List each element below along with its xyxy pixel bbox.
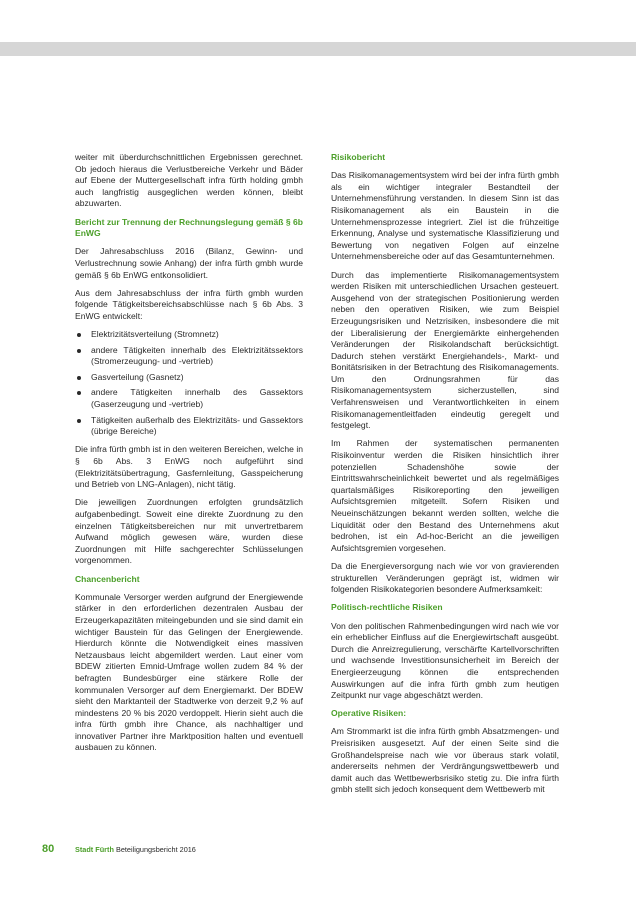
left-column	[75, 152, 303, 761]
list-item-text: Elektrizitätsverteilung (Stromnetz)	[91, 329, 219, 340]
footer-source	[75, 845, 196, 854]
list-item	[75, 372, 303, 384]
section-heading-risiko: Risikobericht	[331, 152, 386, 162]
bullet-icon	[77, 391, 81, 395]
right-column	[331, 152, 559, 803]
paragraph: weiter mit überdurchschnittlichen Ergebnissen gerechnet. Ob jedoch hieraus die Verlustbereiche Verkehr und Bäder auf Ebene der Muttergesellschaft infra fürth holding gmbh auch langfristig ausgeglichen werden können, bleibt abzuwarten.	[75, 152, 303, 209]
list-item	[75, 329, 303, 341]
list-item	[75, 415, 303, 438]
paragraph: Am Strommarkt ist die infra fürth gmbh Absatzmengen- und Preisrisiken ausgesetzt. Auf der einen Seite sind die Großhandelspreise nach wie vor überaus stark volatil, andererseits nehmen der Verdrängungswettbewerb und damit auch das Wettbewerbsrisiko stetig zu. Die infra fürth gmbh stellt sich jedoch konsequent dem Wettbewerb mit	[331, 726, 559, 795]
section-heading-operativ: Operative Risiken:	[331, 708, 407, 719]
section-heading-trennung: Bericht zur Trennung der Rechnungslegung gemäß § 6b EnWG	[75, 216, 303, 239]
paragraph: Kommunale Versorger werden aufgrund der Energiewende stärker in den erforderlichen dezentralen Ausbau der Erzeugerkapazitäten miteingebunden und sie sind damit ein wichtiger Baustein für das Gelingen der Energiewende. Hierdurch könnte die Notwendigkeit eines massiven Netzausbaus leicht abgemildert werden. Laut einer vom BDEW zitierten Emnid-Umfrage wollen zudem 84 % der befragten Bundesbürger eine stärkere Rolle der kommunalen Versorger auf dem Energiemarkt. Der BDEW sieht den Marktanteil der Stadtwerke von derzeit 9,2 % auf mindestens 20 % bis 2020 verdoppelt. Hierin sieht auch die infra fürth gmbh ihre Chance, als nachhaltiger und innovativer Partner ihre Marktposition halten und eventuell ausbauen zu können.	[75, 591, 303, 753]
section-heading-politisch: Politisch-rechtliche Risiken	[331, 602, 443, 613]
list-item-text: Tätigkeiten außerhalb des Elektrizitäts- und Gassektors (übrige Bereiche)	[91, 414, 303, 437]
paragraph: Da die Energieversorgung nach wie vor von gravierenden strukturellen Veränderungen geprägt ist, widmen wir folgenden Risikokategorien besondere Aufmerksamkeit:	[331, 560, 559, 595]
paragraph: Im Rahmen der systematischen permanenten Risikoinventur werden die Risiken hinsichtlich ihrer potenziellen Schadenshöhe sowie der Eintrittswahrscheinlichkeit bewertet und als regelmäßiges quartalsmäßiges Risikoreporting den jeweiligen Aufsichtsgremien mitgeteilt. Sofern Risiken und Neueinschätzungen bekannt werden sollten, welche die Liquidität oder den Bestand des Unternehmens akut bedrohen, ist ein Ad-hoc-Bericht an die jeweiligen Aufsichtsgremien vorgesehen.	[331, 438, 559, 553]
paragraph: Der Jahresabschluss 2016 (Bilanz, Gewinn- und Verlustrechnung sowie Anhang) der infra fürth gmbh wurde gemäß § 6b EnWG entkonsolidiert.	[75, 246, 303, 280]
page-number: 80	[42, 843, 55, 855]
paragraph: Von den politischen Rahmenbedingungen wird nach wie vor ein erheblicher Einfluss auf die Energiewirtschaft ausgeübt. Durch die Anreizregulierung, verschärfte Kartellvorschriften und wachsende Investitionsunsicherheit im Bereich der Energieerzeugung können die entsprechenden Auswirkungen auf die infra fürth gmbh zum heutigen Zeitpunkt nur vage abgeschätzt werden.	[331, 620, 559, 701]
footer-brand: Stadt Fürth	[75, 845, 114, 854]
paragraph: Die jeweiligen Zuordnungen erfolgten grundsätzlich aufgabenbedingt. Soweit eine direkte Zuordnung zu den einzelnen Tätigkeitsbereichen nur mit unvertretbarem Aufwand möglich gewesen wäre, wurden diese Zuordnungen mit Hilfe sachgerechter Schlüsselungen vorgenommen.	[75, 497, 303, 566]
footer-report: Beteiligungsbericht 2016	[115, 845, 196, 854]
bullet-icon	[77, 376, 81, 380]
bullet-icon	[77, 349, 81, 353]
bullet-icon	[77, 333, 81, 337]
bullet-icon	[77, 419, 81, 423]
activity-list	[75, 329, 303, 438]
list-item-text: andere Tätigkeiten innerhalb des Elektrizitätssektors (Stromerzeugung- und -vertrieb)	[91, 344, 303, 367]
paragraph: Das Risikomanagementsystem wird bei der infra fürth gmbh als ein wichtiger integraler Bestandteil der Unternehmensführung verstanden. In diesem Sinn ist das Risikomanagement als ein Baustein in die Unternehmensprozesse integriert. Ziel ist die frühzeitige Erkennung, Analyse und systematische Klassifizierung und Bewertung von negativen Folgen auf einzelne Unternehmensbereiche oder auf das Gesamtunternehmen.	[331, 170, 559, 262]
list-item-text: andere Tätigkeiten innerhalb des Gassektors (Gaserzeugung und -vertrieb)	[91, 387, 303, 410]
paragraph: Aus dem Jahresabschluss der infra fürth gmbh wurden folgende Tätigkeitsbereichsabschlüsse nach § 6b Abs. 3 EnWG entwickelt:	[75, 287, 303, 321]
section-heading-chancen: Chancenbericht	[75, 573, 140, 584]
list-item	[75, 345, 303, 368]
list-item	[75, 387, 303, 410]
top-gray-band	[0, 42, 636, 56]
list-item-text: Gasverteilung (Gasnetz)	[91, 371, 184, 382]
paragraph: Die infra fürth gmbh ist in den weiteren Bereichen, welche in § 6b Abs. 3 EnWG noch aufgeführt sind (Elektrizitätsübertragung, Gasfernleitung, Gasspeicherung und Betrieb von LNG-Anlagen), nicht tätig.	[75, 444, 303, 490]
paragraph: Durch das implementierte Risikomanagementsystem werden Risiken mit unterschiedlichen Ursachen gesteuert. Ausgehend von der strategischen Positionierung werden neben den operativen Risiken, wie zum Beispiel Erzeugungsrisiken und Netzrisiken, insbesondere die mit der Liberalisierung der Energiemärkte einhergehenden Veränderungen der Risikolandschaft berücksichtigt. Dadurch stehen verstärkt Energiehandels-, Markt- und Bonitätsrisiken in der Betrachtung des Risikomanagements. Um den Ordnungsrahmen für das Risikomanagementsystem sicherzustellen, sind Verfahrensweisen und Verantwortlichkeiten in einem Risikomanagementleitfaden eindeutig geregelt und festgelegt.	[331, 269, 559, 431]
